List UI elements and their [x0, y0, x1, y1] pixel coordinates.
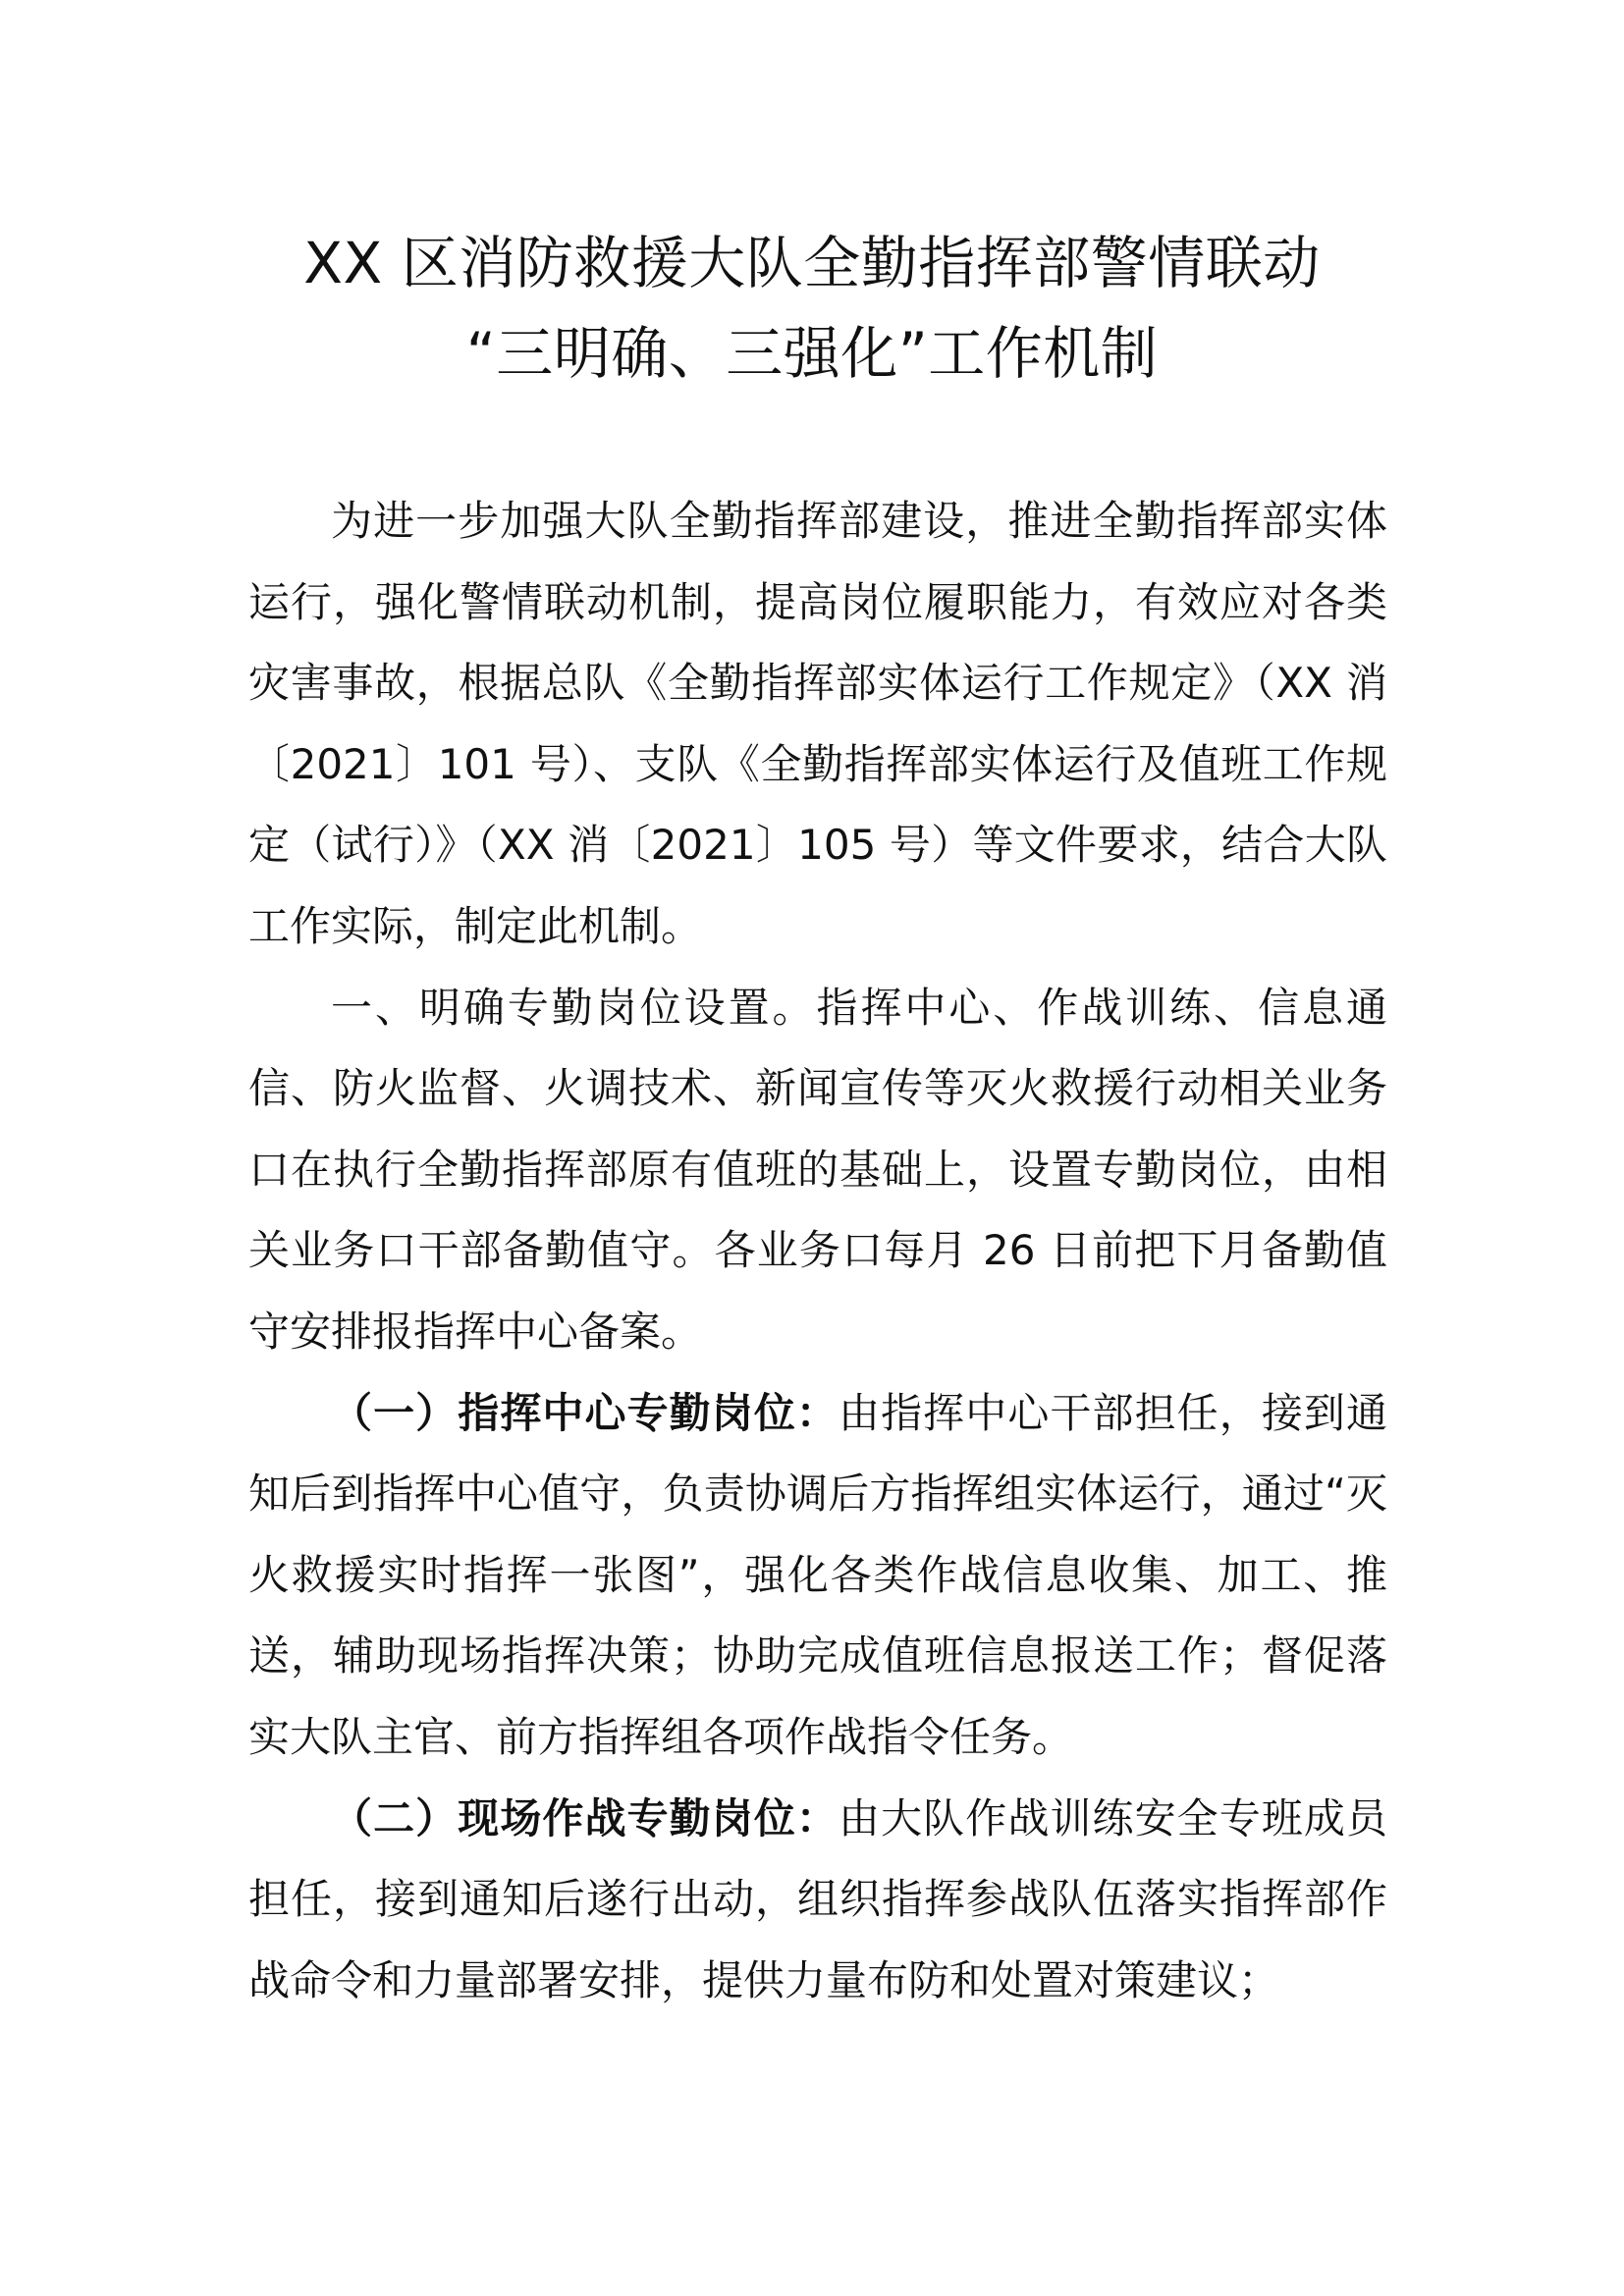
title-line-2: “三明确、三强化”工作机制: [465, 320, 1159, 387]
document-title: [147, 218, 1477, 399]
item-1-text: 由指挥中心干部担任，接到通知后到指挥中心值守，负责协调后方指挥组实体运行，通过“灭火救援实时指挥一张图”，强化各类作战信息收集、加工、推送，辅助现场指挥决策；协助完成值班信息报送工作；督促落实大队主官、前方指挥组各项作战指令任务。: [248, 1388, 1387, 1761]
item-2-heading: （二）现场作战专勤岗位：: [331, 1793, 839, 1842]
title-line-1: XX 区消防救援大队全勤指挥部警情联动: [303, 230, 1321, 296]
document-body: [248, 481, 1387, 2021]
item-2-text: 由大队作战训练安全专班成员担任，接到通知后遂行出动，组织指挥参战队伍落实指挥部作战命令和力量部署安排，提供力量布防和处置对策建议；: [248, 1793, 1387, 2004]
item-1-paragraph: [248, 1373, 1387, 1779]
item-2-paragraph: [248, 1779, 1387, 2022]
item-1-heading: （一）指挥中心专勤岗位：: [331, 1388, 839, 1437]
intro-paragraph: 为进一步加强大队全勤指挥部建设，推进全勤指挥部实体运行，强化警情联动机制，提高岗位履职能力，有效应对各类灾害事故，根据总队《全勤指挥部实体运行工作规定》（XX 消〔2021〕101 号）、支队《全勤指挥部实体运行及值班工作规定（试行）》（XX 消〔2021〕105 号）等文件要求，结合大队工作实际，制定此机制。: [248, 497, 1387, 950]
section-1-paragraph: 一、明确专勤岗位设置。指挥中心、作战训练、信息通信、防火监督、火调技术、新闻宣传等灭火救援行动相关业务口在执行全勤指挥部原有值班的基础上，设置专勤岗位，由相关业务口干部备勤值守。各业务口每月 26 日前把下月备勤值守安排报指挥中心备案。: [248, 983, 1387, 1356]
